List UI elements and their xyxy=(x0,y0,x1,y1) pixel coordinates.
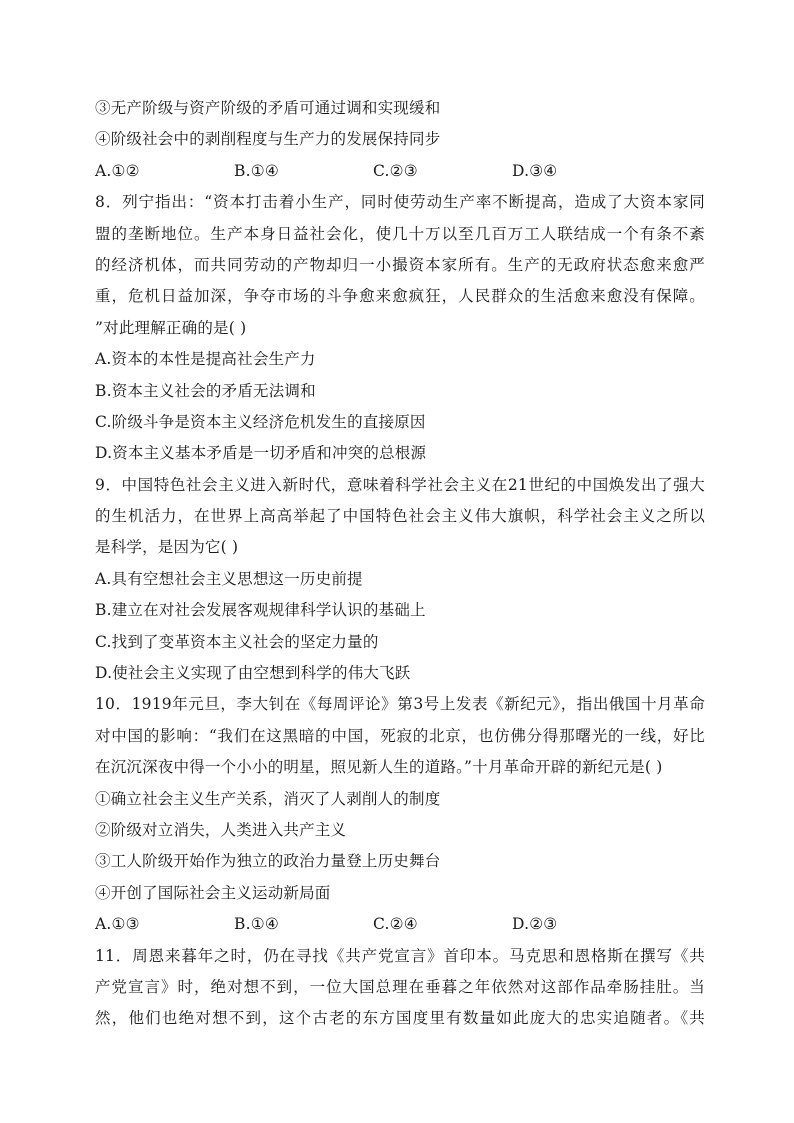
q10-item-2: ②阶级对立消失，人类进入共产主义 xyxy=(95,820,347,839)
q7-item-3: ③无产阶级与资产阶级的矛盾可通过调和实现缓和 xyxy=(95,99,441,117)
q11-stem-line: 产党宣言》时，绝对想不到，一位大国总理在垂暮之年依然对这部作品牵肠挂肚。当 xyxy=(95,977,705,996)
q7-option-a[interactable]: A.①② xyxy=(95,161,140,180)
q10-option-c[interactable]: C.②④ xyxy=(373,915,418,934)
q7-options xyxy=(95,156,705,187)
q7-option-b[interactable]: B.①④ xyxy=(234,161,279,180)
q8-stem-line: 重，危机日益加深，争夺市场的斗争愈来愈疯狂，人民群众的生活愈来愈没有保障。 xyxy=(95,287,705,306)
q8-option-b[interactable]: B.资本主义社会的矛盾无法调和 xyxy=(95,381,316,400)
q10-option-b[interactable]: B.①④ xyxy=(234,915,279,934)
document-page xyxy=(95,93,705,1035)
q10-item-1: ①确立社会主义生产关系，消灭了人剥削人的制度 xyxy=(95,789,441,808)
q10-item-4: ④开创了国际社会主义运动新局面 xyxy=(95,883,331,902)
q8-option-c[interactable]: C.阶级斗争是资本主义经济危机发生的直接原因 xyxy=(95,412,426,431)
q10-item-3: ③工人阶级开始作为独立的政治力量登上历史舞台 xyxy=(95,852,441,871)
q9-stem-line: 9．中国特色社会主义进入新时代，意味着科学社会主义在21世纪的中国焕发出了强大 xyxy=(95,475,705,494)
q10-option-a[interactable]: A.①③ xyxy=(95,915,140,934)
q11-stem-line: 11．周恩来暮年之时，仍在寻找《共产党宣言》首印本。马克思和恩格斯在撰写《共 xyxy=(95,946,705,965)
q9-option-d[interactable]: D.使社会主义实现了由空想到科学的伟大飞跃 xyxy=(95,664,411,683)
q11-stem-line: 然，他们也绝对想不到，这个古老的东方国度里有数量如此庞大的忠实追随者。《共 xyxy=(95,1009,705,1028)
q9-option-a[interactable]: A.具有空想社会主义思想这一历史前提 xyxy=(95,569,363,588)
q10-stem-line: 10．1919年元旦，李大钊在《每周评论》第3号上发表《新纪元》，指出俄国十月革命 xyxy=(95,695,705,714)
q7-option-c[interactable]: C.②③ xyxy=(373,161,418,180)
q8-option-d[interactable]: D.资本主义基本矛盾是一切矛盾和冲突的总根源 xyxy=(95,444,427,463)
q10-options xyxy=(95,909,705,940)
q7-option-d[interactable]: D.③④ xyxy=(512,161,558,180)
q10-option-d[interactable]: D.②③ xyxy=(512,915,558,934)
q9-option-c[interactable]: C.找到了变革资本主义社会的坚定力量的 xyxy=(95,632,379,651)
q10-stem-line: 对中国的影响：“我们在这黑暗的中国，死寂的北京，也仿佛分得那曙光的一线，好比 xyxy=(95,726,705,745)
q8-option-a[interactable]: A.资本的本性是提高社会生产力 xyxy=(95,350,316,369)
q8-stem-line: 8．列宁指出：“资本打击着小生产，同时使劳动生产率不断提高，造成了大资本家同 xyxy=(95,193,705,212)
q10-stem-line: 在沉沉深夜中得一个小小的明星，照见新人生的道路。”十月革命开辟的新纪元是( ) xyxy=(95,758,663,777)
q8-stem-line: 盟的垄断地位。生产本身日益社会化，使几十万以至几百万工人联结成一个有条不紊 xyxy=(95,224,705,243)
q9-stem-line: 的生机活力，在世界上高高举起了中国特色社会主义伟大旗帜，科学社会主义之所以 xyxy=(95,507,705,526)
q9-stem-line: 是科学，是因为它( ) xyxy=(95,538,239,557)
q9-option-b[interactable]: B.建立在对社会发展客观规律科学认识的基础上 xyxy=(95,601,426,620)
q7-item-4: ④阶级社会中的剥削程度与生产力的发展保持同步 xyxy=(95,130,441,149)
q8-stem-line: ”对此理解正确的是( ) xyxy=(95,318,247,337)
q8-stem-line: 的经济机体，而共同劳动的产物却归一小撮资本家所有。生产的无政府状态愈来愈严 xyxy=(95,255,705,274)
